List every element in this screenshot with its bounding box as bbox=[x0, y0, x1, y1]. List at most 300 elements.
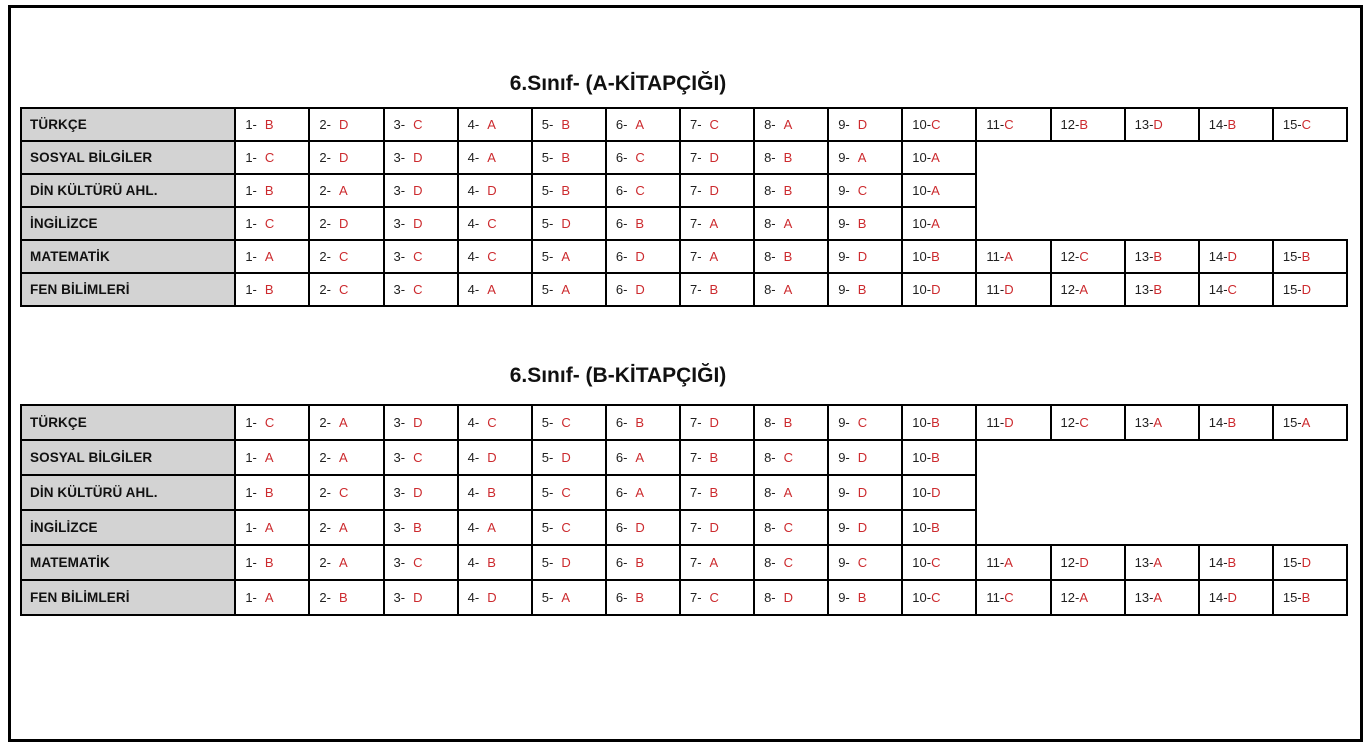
answer-cell bbox=[458, 273, 532, 306]
answer-cell bbox=[828, 174, 902, 207]
answer-cell bbox=[976, 545, 1050, 580]
answer-cell bbox=[235, 108, 309, 141]
empty-cell bbox=[1273, 510, 1347, 545]
question-number: 5- bbox=[541, 249, 554, 264]
answer-cell bbox=[235, 141, 309, 174]
answer-letter: A bbox=[264, 249, 274, 264]
subject-cell: DİN KÜLTÜRÜ AHL. bbox=[21, 475, 235, 510]
question-number: 3- bbox=[393, 183, 406, 198]
answer-letter: C bbox=[783, 520, 794, 535]
answer-cell bbox=[1051, 545, 1125, 580]
question-number: 2- bbox=[319, 450, 331, 465]
answer-cell bbox=[1125, 108, 1199, 141]
answer-letter: C bbox=[1004, 590, 1014, 605]
answer-cell bbox=[754, 510, 828, 545]
question-number: 11- bbox=[986, 249, 1005, 264]
question-number: 4- bbox=[467, 485, 480, 500]
answer-letter: C bbox=[931, 555, 941, 570]
answer-cell bbox=[235, 273, 309, 306]
answer-cell bbox=[902, 240, 976, 273]
answer-letter: B bbox=[635, 590, 645, 605]
answer-letter: A bbox=[635, 117, 645, 132]
answer-cell bbox=[754, 273, 828, 306]
answer-cell bbox=[235, 440, 309, 475]
question-number: 3- bbox=[393, 590, 406, 605]
question-number: 4- bbox=[467, 216, 480, 231]
answer-cell bbox=[680, 510, 754, 545]
answer-cell bbox=[754, 240, 828, 273]
answer-cell bbox=[754, 141, 828, 174]
answer-cell bbox=[458, 440, 532, 475]
question-number: 10- bbox=[912, 216, 932, 231]
question-number: 13- bbox=[1134, 117, 1154, 132]
answer-letter: B bbox=[561, 183, 570, 198]
question-number: 5- bbox=[541, 183, 554, 198]
question-number: 1- bbox=[245, 415, 257, 430]
answer-letter: D bbox=[338, 150, 349, 165]
table-row bbox=[21, 141, 1347, 174]
answer-cell bbox=[902, 141, 976, 174]
question-number: 6- bbox=[615, 450, 628, 465]
question-number: 7- bbox=[689, 282, 702, 297]
answer-cell bbox=[754, 108, 828, 141]
question-number: 8- bbox=[764, 485, 776, 500]
question-number: 5- bbox=[541, 590, 554, 605]
question-number: 5- bbox=[541, 520, 554, 535]
answer-letter: A bbox=[931, 216, 940, 231]
answer-cell bbox=[606, 475, 680, 510]
question-number: 15- bbox=[1282, 249, 1302, 264]
answer-letter: C bbox=[561, 520, 571, 535]
question-number: 7- bbox=[689, 485, 702, 500]
answer-letter: C bbox=[709, 117, 719, 132]
answer-cell bbox=[384, 510, 458, 545]
answer-letter: B bbox=[783, 150, 793, 165]
question-number: 14- bbox=[1208, 282, 1228, 297]
question-number: 1- bbox=[245, 117, 257, 132]
question-number: 1- bbox=[245, 485, 257, 500]
question-number: 7- bbox=[689, 415, 702, 430]
answer-letter: A bbox=[1079, 590, 1088, 605]
answer-letter: D bbox=[561, 216, 571, 231]
answer-letter: B bbox=[413, 520, 422, 535]
answer-cell bbox=[902, 440, 976, 475]
answer-letter: C bbox=[338, 485, 349, 500]
answer-letter: D bbox=[413, 216, 423, 231]
answer-cell bbox=[976, 240, 1050, 273]
question-number: 2- bbox=[319, 415, 331, 430]
answer-cell bbox=[828, 475, 902, 510]
question-number: 2- bbox=[319, 555, 331, 570]
answer-cell bbox=[384, 580, 458, 615]
answer-cell bbox=[828, 510, 902, 545]
question-number: 8- bbox=[764, 282, 776, 297]
empty-cell bbox=[976, 207, 1050, 240]
answer-letter: D bbox=[1227, 590, 1237, 605]
question-number: 10- bbox=[912, 150, 932, 165]
answer-cell bbox=[606, 440, 680, 475]
answer-cell bbox=[458, 475, 532, 510]
answer-cell bbox=[235, 545, 309, 580]
empty-cell bbox=[1051, 510, 1125, 545]
answer-letter: C bbox=[1079, 415, 1089, 430]
answer-cell bbox=[902, 545, 976, 580]
question-number: 6- bbox=[615, 249, 628, 264]
question-number: 12- bbox=[1060, 415, 1080, 430]
answer-letter: A bbox=[487, 117, 496, 132]
answer-letter: D bbox=[857, 485, 868, 500]
answer-letter: D bbox=[635, 282, 645, 297]
question-number: 14- bbox=[1208, 117, 1228, 132]
empty-cell bbox=[1273, 440, 1347, 475]
answer-cell bbox=[1273, 405, 1347, 440]
question-number: 2- bbox=[319, 485, 331, 500]
answer-letter: A bbox=[709, 249, 719, 264]
answer-cell bbox=[458, 174, 532, 207]
answer-cell bbox=[309, 240, 383, 273]
question-number: 1- bbox=[245, 216, 257, 231]
subject-cell: İNGİLİZCE bbox=[21, 207, 235, 240]
question-number: 8- bbox=[764, 415, 776, 430]
answer-cell bbox=[532, 510, 606, 545]
answer-cell bbox=[902, 510, 976, 545]
answer-cell bbox=[606, 174, 680, 207]
question-number: 9- bbox=[838, 249, 850, 264]
answer-cell bbox=[976, 108, 1050, 141]
question-number: 10- bbox=[912, 520, 932, 535]
answer-cell bbox=[606, 580, 680, 615]
answer-letter: D bbox=[561, 450, 571, 465]
answer-letter: D bbox=[413, 150, 423, 165]
answer-cell bbox=[309, 405, 383, 440]
answer-letter: C bbox=[931, 590, 941, 605]
answer-letter: D bbox=[487, 450, 497, 465]
answer-letter: A bbox=[931, 183, 940, 198]
answer-letter: A bbox=[1079, 282, 1088, 297]
answer-cell bbox=[606, 273, 680, 306]
question-number: 4- bbox=[467, 415, 480, 430]
question-number: 8- bbox=[764, 590, 776, 605]
empty-cell bbox=[976, 440, 1050, 475]
answer-cell bbox=[1051, 405, 1125, 440]
answer-cell bbox=[532, 174, 606, 207]
empty-cell bbox=[1051, 207, 1125, 240]
answer-cell bbox=[532, 273, 606, 306]
table-row bbox=[21, 273, 1347, 306]
answer-cell bbox=[754, 405, 828, 440]
answer-letter: C bbox=[561, 415, 571, 430]
answer-letter: C bbox=[413, 249, 423, 264]
answer-letter: B bbox=[635, 415, 645, 430]
answer-cell bbox=[532, 405, 606, 440]
answer-letter: B bbox=[635, 216, 645, 231]
question-number: 7- bbox=[689, 450, 702, 465]
question-number: 3- bbox=[393, 555, 406, 570]
answer-letter: C bbox=[413, 117, 423, 132]
answer-cell bbox=[458, 405, 532, 440]
question-number: 7- bbox=[689, 183, 702, 198]
empty-cell bbox=[976, 475, 1050, 510]
answer-table-a bbox=[20, 107, 1348, 307]
answer-letter: D bbox=[709, 183, 719, 198]
answer-cell bbox=[458, 240, 532, 273]
question-number: 6- bbox=[615, 485, 628, 500]
question-number: 10- bbox=[912, 282, 932, 297]
question-number: 8- bbox=[764, 150, 776, 165]
answer-letter: D bbox=[857, 520, 868, 535]
answer-cell bbox=[754, 475, 828, 510]
answer-letter: B bbox=[1227, 415, 1237, 430]
subject-cell: TÜRKÇE bbox=[21, 108, 235, 141]
answer-cell bbox=[458, 141, 532, 174]
answer-letter: C bbox=[857, 183, 868, 198]
answer-cell bbox=[1199, 240, 1273, 273]
table-row bbox=[21, 510, 1347, 545]
question-number: 7- bbox=[689, 520, 702, 535]
question-number: 5- bbox=[541, 555, 554, 570]
subject-cell: FEN BİLİMLERİ bbox=[21, 580, 235, 615]
question-number: 6- bbox=[615, 555, 628, 570]
question-number: 10- bbox=[912, 555, 932, 570]
answer-letter: A bbox=[783, 485, 793, 500]
question-number: 2- bbox=[319, 249, 331, 264]
answer-cell bbox=[1051, 108, 1125, 141]
answer-letter: B bbox=[783, 415, 793, 430]
question-number: 1- bbox=[245, 450, 257, 465]
answer-letter: B bbox=[1301, 590, 1311, 605]
subject-cell: MATEMATİK bbox=[21, 240, 235, 273]
question-number: 6- bbox=[615, 183, 628, 198]
answer-letter: B bbox=[1227, 555, 1237, 570]
question-number: 2- bbox=[319, 520, 331, 535]
question-number: 15- bbox=[1282, 415, 1302, 430]
answer-letter: B bbox=[1301, 249, 1311, 264]
answer-letter: A bbox=[561, 590, 570, 605]
table-row bbox=[21, 174, 1347, 207]
empty-cell bbox=[1125, 475, 1199, 510]
answer-letter: B bbox=[709, 282, 719, 297]
question-number: 7- bbox=[689, 590, 702, 605]
answer-cell bbox=[235, 580, 309, 615]
answer-cell bbox=[458, 207, 532, 240]
answer-letter: D bbox=[635, 249, 645, 264]
table-row bbox=[21, 580, 1347, 615]
question-number: 6- bbox=[615, 590, 628, 605]
question-number: 6- bbox=[615, 415, 628, 430]
answer-letter: D bbox=[709, 520, 719, 535]
answer-cell bbox=[384, 475, 458, 510]
answer-cell bbox=[1199, 580, 1273, 615]
question-number: 3- bbox=[393, 117, 406, 132]
answer-letter: C bbox=[783, 450, 794, 465]
table-row bbox=[21, 207, 1347, 240]
answer-cell bbox=[680, 108, 754, 141]
answer-cell bbox=[754, 580, 828, 615]
question-number: 11- bbox=[986, 555, 1005, 570]
answer-letter: B bbox=[1079, 117, 1088, 132]
answer-cell bbox=[1273, 545, 1347, 580]
answer-cell bbox=[1051, 580, 1125, 615]
subject-cell: FEN BİLİMLERİ bbox=[21, 273, 235, 306]
answer-letter: C bbox=[635, 150, 645, 165]
answer-letter: A bbox=[264, 590, 274, 605]
answer-cell bbox=[754, 207, 828, 240]
table-a-title: 6.Sınıf- (A-KİTAPÇIĞI) bbox=[509, 72, 727, 95]
empty-cell bbox=[1051, 440, 1125, 475]
answer-cell bbox=[235, 510, 309, 545]
answer-letter: C bbox=[264, 216, 275, 231]
question-number: 5- bbox=[541, 150, 554, 165]
question-number: 8- bbox=[764, 183, 776, 198]
question-number: 2- bbox=[319, 590, 331, 605]
answer-letter: C bbox=[264, 415, 275, 430]
table-row bbox=[21, 108, 1347, 141]
answer-letter: D bbox=[413, 415, 423, 430]
answer-letter: B bbox=[264, 485, 274, 500]
empty-cell bbox=[1199, 440, 1273, 475]
answer-letter: A bbox=[635, 485, 645, 500]
answer-cell bbox=[680, 580, 754, 615]
answer-cell bbox=[309, 580, 383, 615]
answer-cell bbox=[309, 510, 383, 545]
answer-letter: D bbox=[561, 555, 571, 570]
answer-cell bbox=[458, 545, 532, 580]
answer-letter: C bbox=[413, 450, 423, 465]
question-number: 11- bbox=[986, 117, 1005, 132]
answer-cell bbox=[532, 108, 606, 141]
answer-cell bbox=[1273, 580, 1347, 615]
answer-letter: A bbox=[487, 520, 496, 535]
answer-cell bbox=[1199, 273, 1273, 306]
answer-letter: D bbox=[635, 520, 645, 535]
answer-letter: A bbox=[635, 450, 645, 465]
answer-cell bbox=[384, 207, 458, 240]
question-number: 4- bbox=[467, 183, 480, 198]
answer-cell bbox=[902, 580, 976, 615]
subject-cell: İNGİLİZCE bbox=[21, 510, 235, 545]
answer-cell bbox=[606, 240, 680, 273]
answer-letter: B bbox=[931, 249, 940, 264]
answer-letter: D bbox=[1227, 249, 1237, 264]
question-number: 6- bbox=[615, 282, 628, 297]
answer-cell bbox=[458, 108, 532, 141]
empty-cell bbox=[1125, 174, 1199, 207]
question-number: 10- bbox=[912, 415, 932, 430]
answer-letter: D bbox=[338, 216, 349, 231]
answer-letter: D bbox=[931, 282, 941, 297]
answer-cell bbox=[1273, 240, 1347, 273]
question-number: 9- bbox=[838, 183, 850, 198]
answer-letter: C bbox=[487, 216, 497, 231]
question-number: 8- bbox=[764, 555, 776, 570]
answer-cell bbox=[902, 475, 976, 510]
answer-letter: A bbox=[338, 415, 348, 430]
answer-cell bbox=[902, 174, 976, 207]
question-number: 12- bbox=[1060, 282, 1080, 297]
question-number: 13- bbox=[1134, 415, 1154, 430]
answer-letter: D bbox=[1153, 117, 1163, 132]
answer-letter: A bbox=[709, 216, 719, 231]
question-number: 13- bbox=[1134, 249, 1154, 264]
answer-cell bbox=[828, 545, 902, 580]
answer-cell bbox=[828, 240, 902, 273]
answer-letter: B bbox=[561, 150, 570, 165]
answer-cell bbox=[384, 108, 458, 141]
empty-cell bbox=[1273, 475, 1347, 510]
answer-letter: B bbox=[264, 282, 274, 297]
question-number: 9- bbox=[838, 520, 850, 535]
question-number: 11- bbox=[986, 590, 1005, 605]
answer-letter: A bbox=[1153, 555, 1163, 570]
table-row bbox=[21, 405, 1347, 440]
answer-cell bbox=[606, 545, 680, 580]
answer-letter: D bbox=[338, 117, 349, 132]
empty-cell bbox=[1125, 510, 1199, 545]
answer-letter: A bbox=[264, 520, 274, 535]
question-number: 8- bbox=[764, 249, 776, 264]
question-number: 9- bbox=[838, 282, 850, 297]
question-number: 14- bbox=[1208, 415, 1228, 430]
answer-letter: C bbox=[783, 555, 794, 570]
subject-cell: DİN KÜLTÜRÜ AHL. bbox=[21, 174, 235, 207]
question-number: 4- bbox=[467, 555, 480, 570]
empty-cell bbox=[1051, 475, 1125, 510]
answer-cell bbox=[680, 545, 754, 580]
answer-letter: A bbox=[783, 117, 793, 132]
question-number: 1- bbox=[245, 520, 257, 535]
answer-cell bbox=[680, 141, 754, 174]
answer-letter: B bbox=[857, 216, 867, 231]
question-number: 15- bbox=[1282, 117, 1302, 132]
answer-cell bbox=[1125, 405, 1199, 440]
answer-cell bbox=[384, 273, 458, 306]
answer-letter: A bbox=[338, 555, 348, 570]
question-number: 5- bbox=[541, 485, 554, 500]
question-number: 8- bbox=[764, 520, 776, 535]
answer-cell bbox=[235, 405, 309, 440]
answer-letter: D bbox=[1301, 282, 1312, 297]
answer-letter: B bbox=[857, 282, 867, 297]
answer-letter: A bbox=[1004, 249, 1013, 264]
answer-letter: A bbox=[561, 282, 570, 297]
question-number: 10- bbox=[912, 485, 932, 500]
answer-cell bbox=[1125, 273, 1199, 306]
answer-letter: C bbox=[264, 150, 275, 165]
answer-letter: A bbox=[857, 150, 867, 165]
question-number: 1- bbox=[245, 282, 257, 297]
answer-letter: D bbox=[413, 485, 423, 500]
question-number: 2- bbox=[319, 183, 331, 198]
answer-letter: D bbox=[1004, 282, 1014, 297]
empty-cell bbox=[1199, 510, 1273, 545]
empty-cell bbox=[1051, 141, 1125, 174]
answer-letter: D bbox=[857, 249, 868, 264]
answer-cell bbox=[1199, 108, 1273, 141]
answer-letter: A bbox=[264, 450, 274, 465]
question-number: 3- bbox=[393, 282, 406, 297]
subject-cell: SOSYAL BİLGİLER bbox=[21, 141, 235, 174]
answer-cell bbox=[606, 108, 680, 141]
question-number: 8- bbox=[764, 216, 776, 231]
answer-letter: A bbox=[1153, 590, 1163, 605]
table-b-title: 6.Sınıf- (B-KİTAPÇIĞI) bbox=[509, 364, 727, 387]
answer-letter: D bbox=[413, 590, 423, 605]
answer-letter: C bbox=[709, 590, 719, 605]
empty-cell bbox=[1199, 475, 1273, 510]
question-number: 4- bbox=[467, 450, 480, 465]
answer-cell bbox=[384, 405, 458, 440]
answer-cell bbox=[828, 141, 902, 174]
